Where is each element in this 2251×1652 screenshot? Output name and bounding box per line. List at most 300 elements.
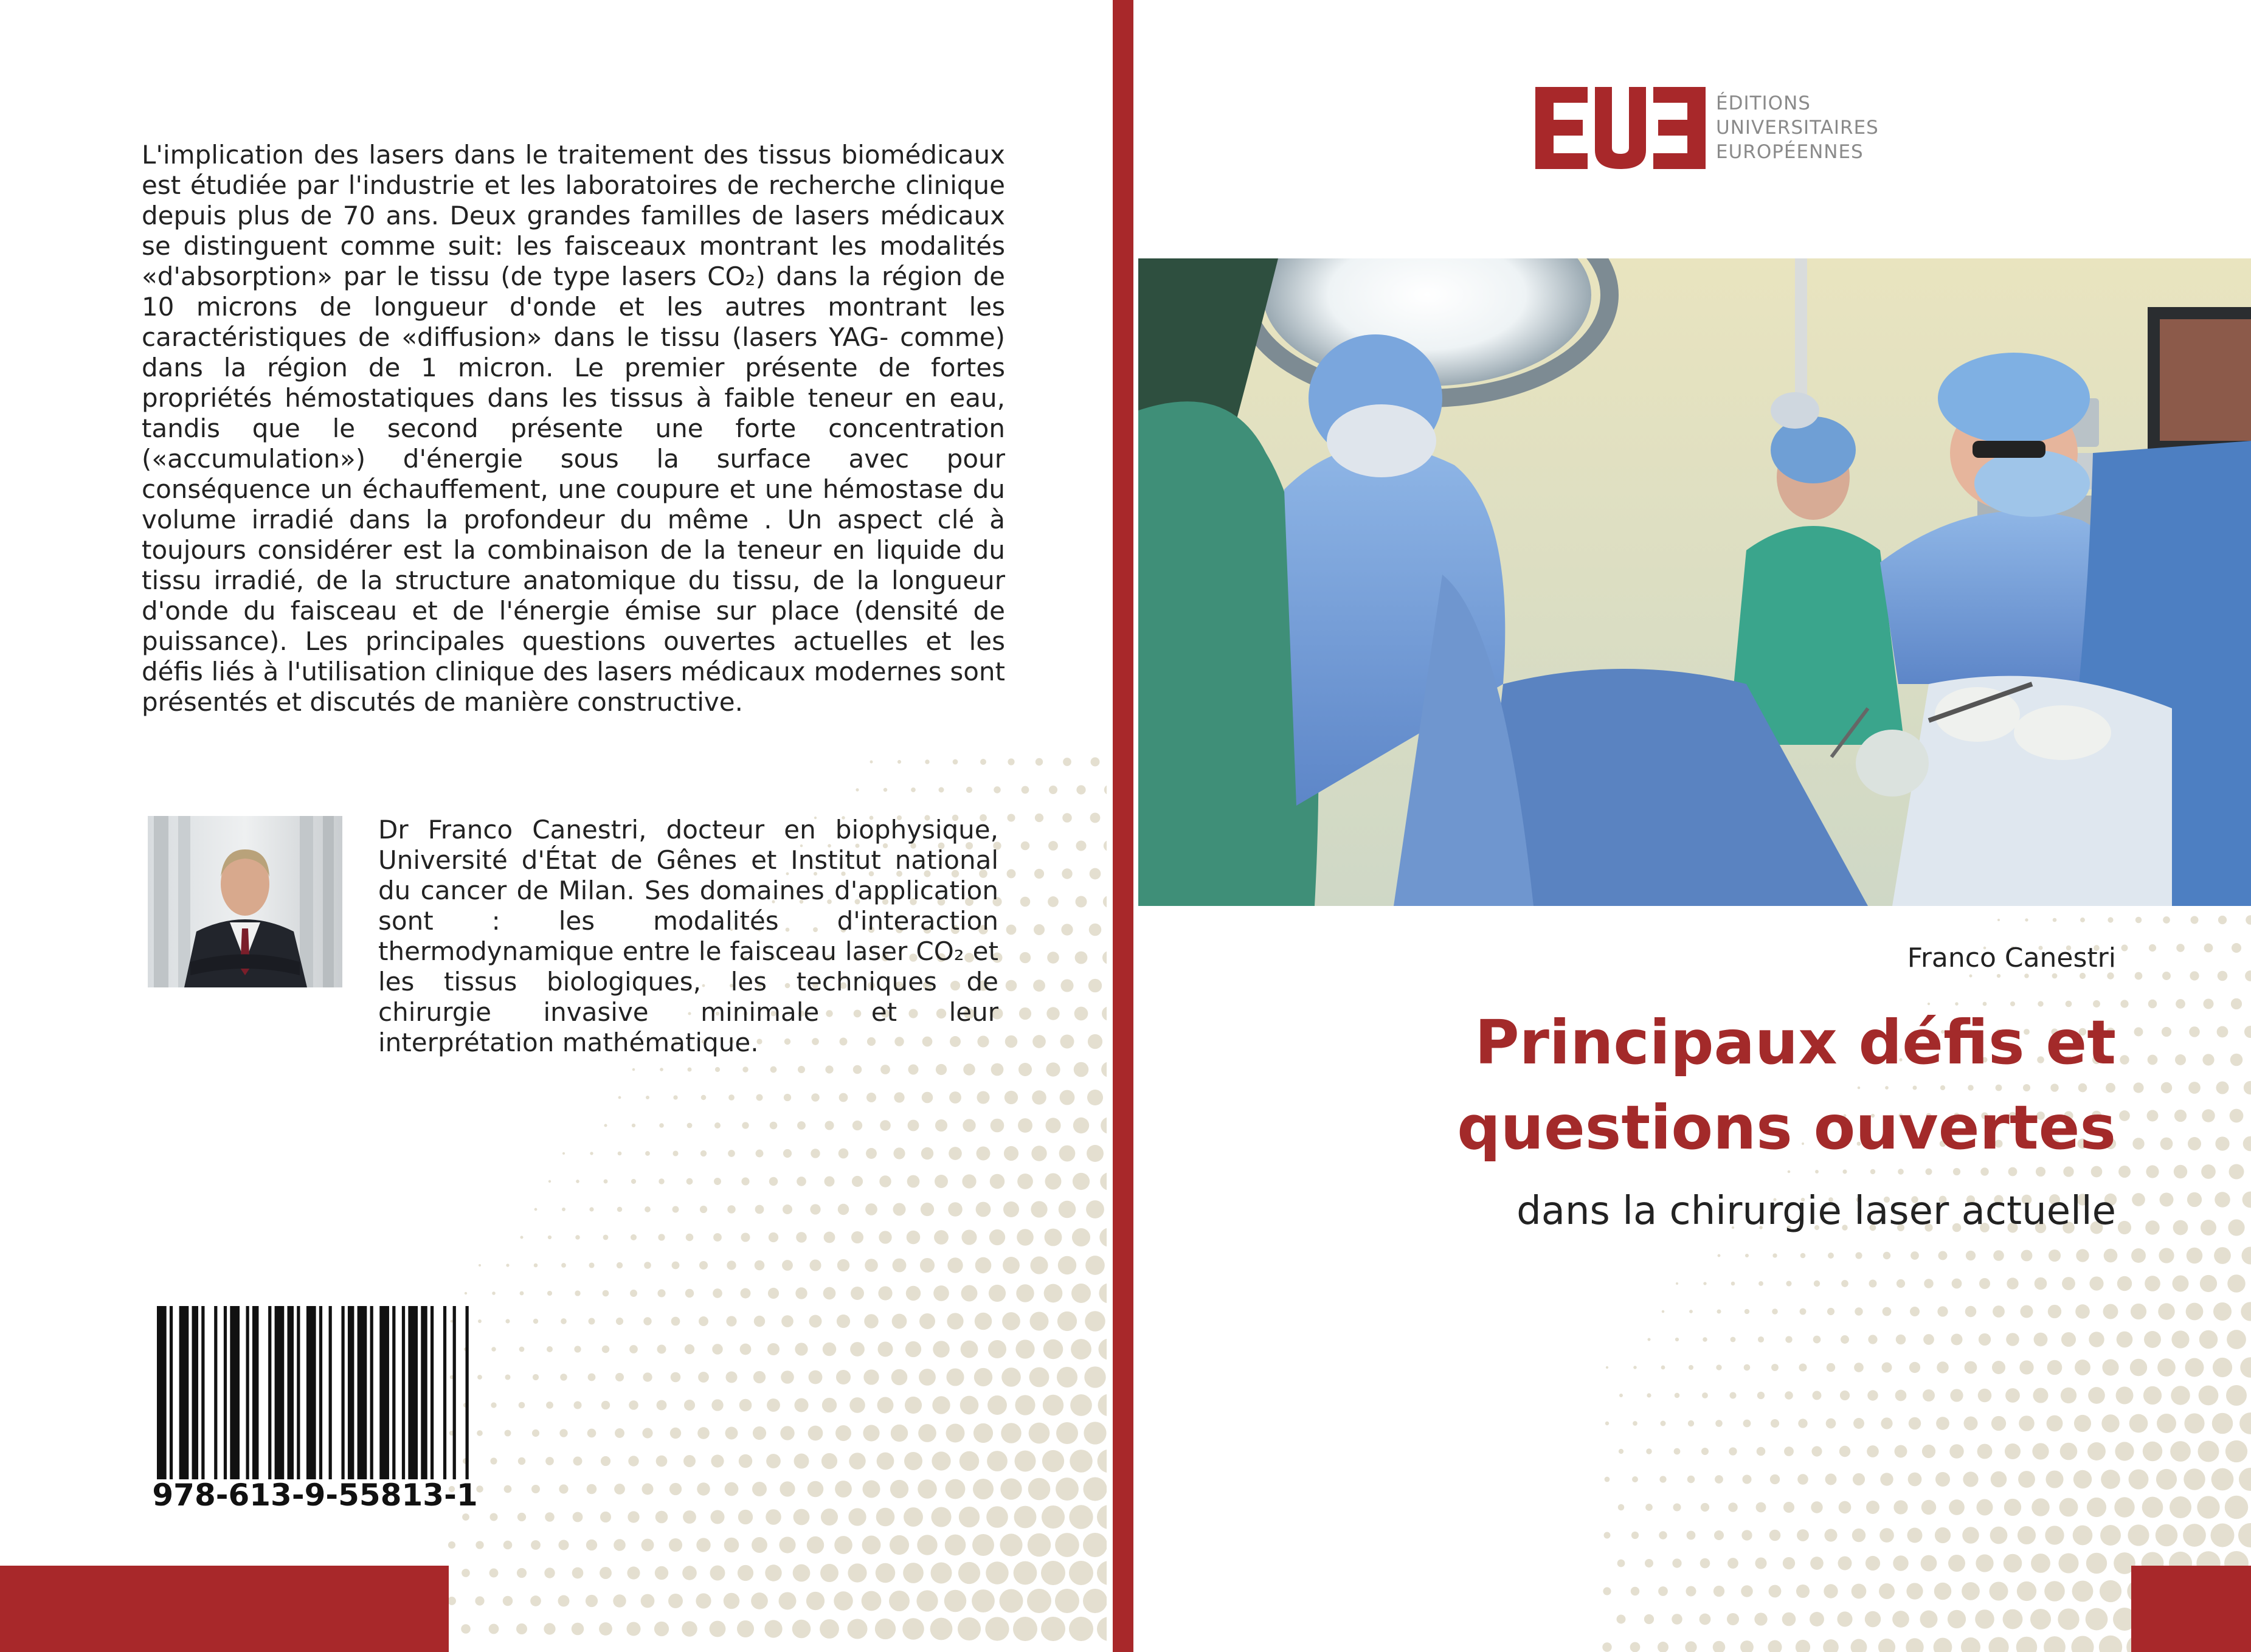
decor-dot — [1701, 1503, 1709, 1512]
decor-dot — [1086, 1200, 1104, 1218]
decor-dot — [2185, 1358, 2204, 1377]
decor-dot — [753, 1426, 766, 1440]
decor-dot — [963, 1119, 975, 1132]
decor-dot — [1949, 1499, 1965, 1515]
decor-dot — [673, 1206, 679, 1213]
barcode-bar — [402, 1306, 405, 1479]
decor-dot — [1703, 1337, 1707, 1342]
decor-dot — [2088, 1387, 2105, 1404]
decor-dot — [1069, 1561, 1093, 1585]
decor-dot — [847, 1619, 867, 1639]
decor-dot — [925, 759, 929, 764]
decor-dot — [1689, 1365, 1693, 1370]
decor-dot — [2187, 1248, 2202, 1263]
decor-dot — [2239, 1468, 2251, 1491]
decor-dot — [975, 1257, 992, 1274]
decor-dot — [1800, 1308, 1807, 1315]
barcode-bar — [192, 1306, 198, 1479]
decor-dot — [2212, 1413, 2233, 1434]
decor-dot — [1924, 1279, 1933, 1288]
decor-dot — [807, 1481, 824, 1498]
decor-dot — [1659, 1531, 1667, 1539]
decor-dot — [645, 1151, 650, 1156]
decor-dot — [1837, 1611, 1852, 1626]
decor-dot — [782, 1260, 793, 1271]
decor-dot — [519, 1402, 525, 1409]
decor-dot — [2188, 1082, 2201, 1094]
decor-dot — [615, 1428, 624, 1438]
decor-dot — [1060, 1090, 1075, 1105]
decor-dot — [917, 1535, 937, 1555]
decor-dot — [1731, 1337, 1736, 1343]
decor-dot — [947, 1313, 963, 1329]
decor-dot — [654, 1622, 669, 1636]
decor-dot — [1771, 1419, 1779, 1428]
decor-dot — [711, 1454, 724, 1467]
book-title-line-2: questions ouvertes — [1457, 1092, 2116, 1163]
decor-dot — [865, 1203, 877, 1215]
decor-dot — [656, 1456, 668, 1467]
decor-dot — [2052, 973, 2058, 979]
decor-dot — [1047, 952, 1059, 964]
decor-dot — [1006, 980, 1017, 992]
decor-dot — [2115, 1442, 2134, 1460]
decor-dot — [1076, 896, 1087, 908]
decor-dot — [889, 1591, 910, 1611]
decor-dot — [2161, 1082, 2172, 1093]
decor-dot — [2018, 1526, 2036, 1544]
decor-dot — [1796, 1640, 1810, 1652]
decor-dot — [2238, 1523, 2251, 1547]
decor-dot — [2073, 1470, 2092, 1488]
decor-dot — [891, 1369, 908, 1386]
decor-dot — [809, 1370, 823, 1384]
decor-dot — [1087, 1145, 1104, 1162]
decor-dot — [2129, 1470, 2149, 1490]
decor-dot — [1702, 1392, 1708, 1398]
decor-dot — [1071, 1339, 1091, 1360]
decor-dot — [530, 1595, 541, 1606]
decor-dot — [699, 1261, 708, 1270]
decor-dot — [1098, 1394, 1107, 1417]
decor-dot — [477, 1430, 483, 1436]
decor-dot — [1606, 1366, 1608, 1369]
decor-dot — [2049, 1249, 2061, 1262]
decor-dot — [820, 1564, 839, 1582]
decor-dot — [1897, 1279, 1905, 1288]
decor-dot — [893, 1259, 907, 1273]
decor-dot — [936, 1064, 947, 1075]
decor-dot — [1934, 1638, 1952, 1652]
decor-dot — [1976, 1499, 1993, 1515]
decor-dot — [1003, 1201, 1019, 1217]
decor-dot — [752, 1537, 767, 1553]
decor-dot — [2133, 1082, 2143, 1093]
decor-dot — [697, 1427, 710, 1439]
decor-dot — [1699, 1614, 1711, 1625]
decor-dot — [2239, 1412, 2251, 1434]
front-cover-red-band — [2131, 1566, 2251, 1652]
decor-dot — [953, 759, 958, 765]
decor-dot — [2176, 944, 2184, 952]
barcode-bar — [443, 1306, 446, 1479]
decor-dot — [1687, 1476, 1695, 1484]
decor-dot — [1645, 1559, 1653, 1567]
decor-dot — [1000, 1478, 1022, 1499]
decor-dot — [944, 1590, 967, 1612]
decor-dot — [1824, 1584, 1838, 1598]
decor-dot — [780, 1426, 794, 1440]
decor-dot — [1004, 1091, 1018, 1104]
decor-dot — [822, 1398, 837, 1412]
decor-dot — [644, 1262, 651, 1269]
decor-dot — [712, 1344, 722, 1354]
decor-dot — [479, 1264, 481, 1267]
decor-dot — [462, 1513, 469, 1521]
decor-dot — [1827, 1363, 1835, 1372]
decor-dot — [1618, 1504, 1624, 1510]
decor-dot — [769, 1232, 778, 1242]
decor-dot — [851, 1231, 863, 1243]
decor-dot — [601, 1456, 610, 1466]
decor-dot — [2191, 916, 2199, 924]
decor-dot — [2118, 1221, 2131, 1234]
decor-dot — [1827, 1308, 1834, 1315]
decor-dot — [618, 1096, 621, 1099]
decor-dot — [753, 1371, 766, 1383]
decor-dot — [1948, 1555, 1965, 1572]
decor-dot — [2075, 1360, 2090, 1375]
decor-dot — [1920, 1611, 1938, 1628]
decor-dot — [2218, 916, 2227, 924]
decor-dot — [586, 1540, 597, 1550]
decor-dot — [1083, 1533, 1107, 1557]
decor-dot — [1090, 813, 1101, 823]
decor-dot — [949, 1091, 961, 1104]
decor-dot — [1021, 842, 1030, 851]
decor-dot — [714, 1178, 721, 1185]
decor-dot — [2119, 1110, 2130, 1121]
decor-dot — [655, 1566, 668, 1580]
decor-dot — [765, 1564, 781, 1581]
decor-dot — [2175, 1054, 2186, 1065]
decor-dot — [1744, 1309, 1749, 1314]
decor-dot — [835, 1481, 852, 1498]
decor-dot — [505, 1319, 510, 1323]
decor-dot — [1883, 1252, 1890, 1259]
decor-dot — [1937, 1306, 1948, 1316]
decor-dot — [1883, 1307, 1892, 1316]
decor-dot — [2241, 1246, 2251, 1264]
decor-dot — [698, 1372, 709, 1383]
decor-dot — [448, 1597, 456, 1605]
decor-dot — [973, 1479, 994, 1499]
decor-dot — [587, 1429, 596, 1438]
decor-dot — [903, 1563, 924, 1583]
decor-dot — [2245, 970, 2251, 981]
decor-dot — [641, 1539, 654, 1552]
decor-dot — [922, 1092, 933, 1104]
decor-dot — [1661, 1421, 1666, 1426]
decor-dot — [2048, 1305, 2061, 1318]
decor-dot — [1098, 1338, 1107, 1360]
decor-dot — [626, 1622, 640, 1636]
decor-dot — [850, 1342, 865, 1357]
decor-dot — [741, 1232, 750, 1242]
decor-dot — [2201, 1220, 2216, 1236]
decor-dot — [770, 1066, 777, 1073]
decor-dot — [700, 1150, 707, 1156]
decor-dot — [2170, 1496, 2191, 1518]
decor-dot — [1865, 1556, 1880, 1571]
decor-dot — [1906, 1583, 1923, 1599]
decor-dot — [642, 1428, 652, 1438]
decor-dot — [1034, 924, 1045, 935]
decor-dot — [573, 1457, 583, 1466]
decor-dot — [1853, 1418, 1864, 1429]
decor-dot — [1782, 1612, 1796, 1626]
decor-dot — [2225, 1496, 2249, 1519]
decor-dot — [1042, 1505, 1065, 1529]
decor-dot — [825, 1177, 835, 1187]
decor-dot — [590, 1152, 593, 1155]
decor-dot — [1658, 1642, 1668, 1652]
decor-dot — [1076, 785, 1085, 794]
decor-dot — [613, 1594, 626, 1607]
decor-dot — [2075, 1304, 2090, 1319]
decor-dot — [2100, 1525, 2121, 1546]
decor-dot — [1041, 1617, 1065, 1641]
decor-dot — [1839, 1446, 1850, 1457]
decor-dot — [1993, 1250, 2004, 1261]
decor-dot — [491, 1402, 496, 1408]
decor-dot — [1062, 868, 1072, 879]
decor-dot — [894, 1092, 904, 1102]
decor-dot — [794, 1454, 809, 1469]
barcode-bar — [370, 1306, 373, 1479]
decor-dot — [1851, 1639, 1867, 1652]
decor-dot — [811, 1093, 820, 1102]
decor-dot — [1675, 1393, 1680, 1398]
decor-dot — [1757, 1392, 1765, 1399]
decor-dot — [1633, 1421, 1637, 1426]
decor-dot — [2031, 1554, 2050, 1573]
decor-dot — [2053, 918, 2057, 922]
decor-dot — [1645, 1504, 1653, 1511]
decor-dot — [980, 759, 986, 765]
decor-dot — [1005, 1035, 1017, 1048]
decor-dot — [754, 1316, 765, 1327]
decor-dot — [602, 1346, 609, 1353]
decor-dot — [1617, 1560, 1625, 1567]
back-cover-blurb: L'implication des lasers dans le traitement des tissus biomédicaux est étudiée par l'industrie et les laboratoires de recherche clinique depuis plus de 70 ans. Deux grandes familles de lasers médicaux se distinguent comme suit: les faisceaux montrant les modalités «d'absorption» par le tissu (de type lasers CO₂) dans la région de 10 microns de longueur d'onde et les autres montrant les caractéristiques de «diffusion» dans le tissu (lasers YAG- comme) dans la région de 1 micron. Le premier présente de fortes propriétés hémostatiques dans les tissus à faible teneur en eau, tandis que le second présente une forte concentration («accumulation») d'énergie sous la surface avec pour conséquence un échauffement, une coupure et une hémostase du volume irradié dans la profondeur du même . Un aspect clé à toujours considérer est la combinaison de la teneur en liquide du tissu irradié, de la structure anatomique du tissu, de la longueur d'onde du faisceau et de l'énergie émise sur place (densité de puissance). Les principales questions ouvertes actuelles et les défis liés à l'utilisation clinique des lasers médicaux modernes sont présentés et discutés de manière constructive. — [142, 140, 1005, 717]
decor-dot — [892, 1314, 907, 1329]
decor-dot — [1798, 1419, 1807, 1428]
decor-dot — [1603, 1587, 1611, 1595]
decor-dot — [987, 1451, 1008, 1471]
decor-dot — [1069, 1505, 1093, 1529]
decor-dot — [756, 1094, 762, 1101]
decor-dot — [2183, 1524, 2206, 1547]
decor-dot — [821, 1509, 838, 1526]
decor-dot — [696, 1593, 711, 1608]
decor-dot — [671, 1317, 680, 1326]
decor-dot — [1855, 1252, 1862, 1259]
decor-dot — [939, 787, 944, 793]
decor-dot — [2086, 1608, 2108, 1631]
author-photo — [148, 816, 342, 987]
decor-dot — [2059, 1498, 2078, 1517]
decor-dot — [877, 1453, 894, 1470]
decor-dot — [558, 1595, 570, 1607]
decor-dot — [561, 1318, 567, 1324]
decor-dot — [547, 1346, 553, 1352]
decor-dot — [589, 1318, 595, 1325]
decor-dot — [2062, 1277, 2075, 1290]
decor-dot — [2108, 917, 2113, 922]
decor-dot — [1003, 1257, 1020, 1274]
decor-dot — [2121, 945, 2128, 952]
decor-dot — [600, 1567, 612, 1579]
decor-dot — [961, 1341, 978, 1358]
decor-dot — [505, 1374, 510, 1380]
decor-dot — [794, 1509, 810, 1526]
decor-dot — [1647, 1393, 1651, 1397]
decor-dot — [2087, 1498, 2106, 1517]
decor-dot — [2202, 1054, 2214, 1065]
decor-dot — [2227, 1274, 2246, 1293]
decor-dot — [1784, 1446, 1794, 1456]
decor-dot — [517, 1568, 527, 1578]
decor-dot — [696, 1538, 710, 1552]
decor-dot — [834, 1591, 852, 1610]
decor-dot — [1922, 1445, 1935, 1458]
decor-dot — [2118, 1166, 2131, 1178]
decor-dot — [645, 1206, 651, 1212]
decor-dot — [2033, 1388, 2048, 1403]
decor-dot — [1057, 1367, 1077, 1388]
decor-dot — [878, 1286, 892, 1300]
decor-dot — [2018, 1471, 2035, 1488]
decor-dot — [490, 1457, 497, 1464]
decor-dot — [908, 1065, 919, 1075]
decor-dot — [1965, 1306, 1977, 1318]
decor-dot — [713, 1233, 722, 1242]
decor-dot — [673, 1150, 678, 1156]
decor-dot — [906, 1286, 921, 1301]
decor-dot — [475, 1541, 483, 1549]
decor-dot — [1069, 1617, 1093, 1641]
decor-dot — [755, 1205, 764, 1214]
decor-dot — [1772, 1253, 1777, 1257]
decor-dot — [1020, 952, 1031, 963]
decor-dot — [728, 1094, 735, 1101]
decor-dot — [2204, 944, 2213, 953]
decor-dot — [1908, 1473, 1922, 1487]
decor-dot — [2019, 1360, 2033, 1374]
decor-dot — [1962, 1527, 1979, 1544]
decor-dot — [1949, 1444, 1964, 1459]
decor-dot — [628, 1456, 638, 1466]
decor-dot — [2044, 1581, 2065, 1602]
decor-dot — [784, 1094, 791, 1101]
decor-dot — [1866, 1501, 1879, 1514]
decor-dot — [1895, 1445, 1907, 1458]
decor-dot — [783, 1204, 792, 1214]
decor-dot — [825, 1065, 833, 1073]
barcode-bar — [230, 1306, 240, 1479]
decor-dot — [713, 1288, 722, 1298]
decor-dot — [2157, 1414, 2176, 1433]
decor-dot — [478, 1319, 482, 1323]
decor-dot — [1975, 1609, 1994, 1629]
decor-dot — [2131, 1304, 2146, 1319]
decor-dot — [2007, 1277, 2018, 1289]
decor-dot — [725, 1427, 738, 1440]
decor-dot — [1097, 1617, 1107, 1641]
decor-dot — [492, 1291, 496, 1295]
decor-dot — [559, 1429, 567, 1437]
decor-dot — [574, 1346, 581, 1352]
decor-dot — [930, 1618, 953, 1640]
decor-dot — [505, 1430, 511, 1437]
decor-dot — [1687, 1531, 1696, 1540]
decor-dot — [880, 1065, 890, 1074]
decor-dot — [2189, 1026, 2199, 1037]
decor-dot — [851, 1287, 864, 1300]
decor-dot — [1090, 868, 1101, 880]
decor-dot — [931, 1507, 951, 1527]
decor-dot — [990, 1174, 1004, 1189]
decor-dot — [659, 1178, 664, 1184]
book-title-line-1: Principaux défis et — [1475, 1007, 2116, 1078]
decor-dot — [559, 1484, 568, 1493]
decor-dot — [902, 1618, 924, 1640]
decor-dot — [2058, 1608, 2079, 1630]
decor-dot — [2243, 1136, 2251, 1152]
decor-dot — [2148, 1055, 2158, 1065]
decor-dot — [2086, 1553, 2107, 1574]
decor-dot — [1059, 1146, 1076, 1162]
decor-dot — [1906, 1638, 1923, 1652]
decor-dot — [2204, 999, 2214, 1009]
decor-dot — [977, 1147, 991, 1161]
decor-dot — [462, 1569, 470, 1577]
decor-dot — [907, 1175, 920, 1188]
decor-dot — [1014, 1506, 1037, 1529]
decor-dot — [2231, 998, 2242, 1009]
decor-dot — [710, 1510, 724, 1524]
decor-dot — [683, 1455, 696, 1467]
decor-dot — [2058, 1553, 2078, 1573]
decor-dot — [988, 1340, 1006, 1358]
decor-dot — [2184, 1413, 2204, 1433]
decor-dot — [946, 1479, 966, 1499]
decor-dot — [617, 1262, 623, 1268]
decor-dot — [1644, 1614, 1654, 1624]
decor-dot — [1948, 1610, 1966, 1628]
decor-dot — [834, 1536, 852, 1554]
decor-dot — [489, 1513, 497, 1521]
barcode-bar — [179, 1306, 189, 1479]
decor-dot — [1841, 1335, 1849, 1344]
decor-dot — [531, 1485, 540, 1493]
decor-dot — [2230, 1109, 2244, 1123]
decor-dot — [1742, 1474, 1751, 1484]
decor-dot — [630, 1290, 637, 1297]
decor-dot — [866, 1148, 877, 1159]
decor-dot — [1630, 1642, 1641, 1652]
